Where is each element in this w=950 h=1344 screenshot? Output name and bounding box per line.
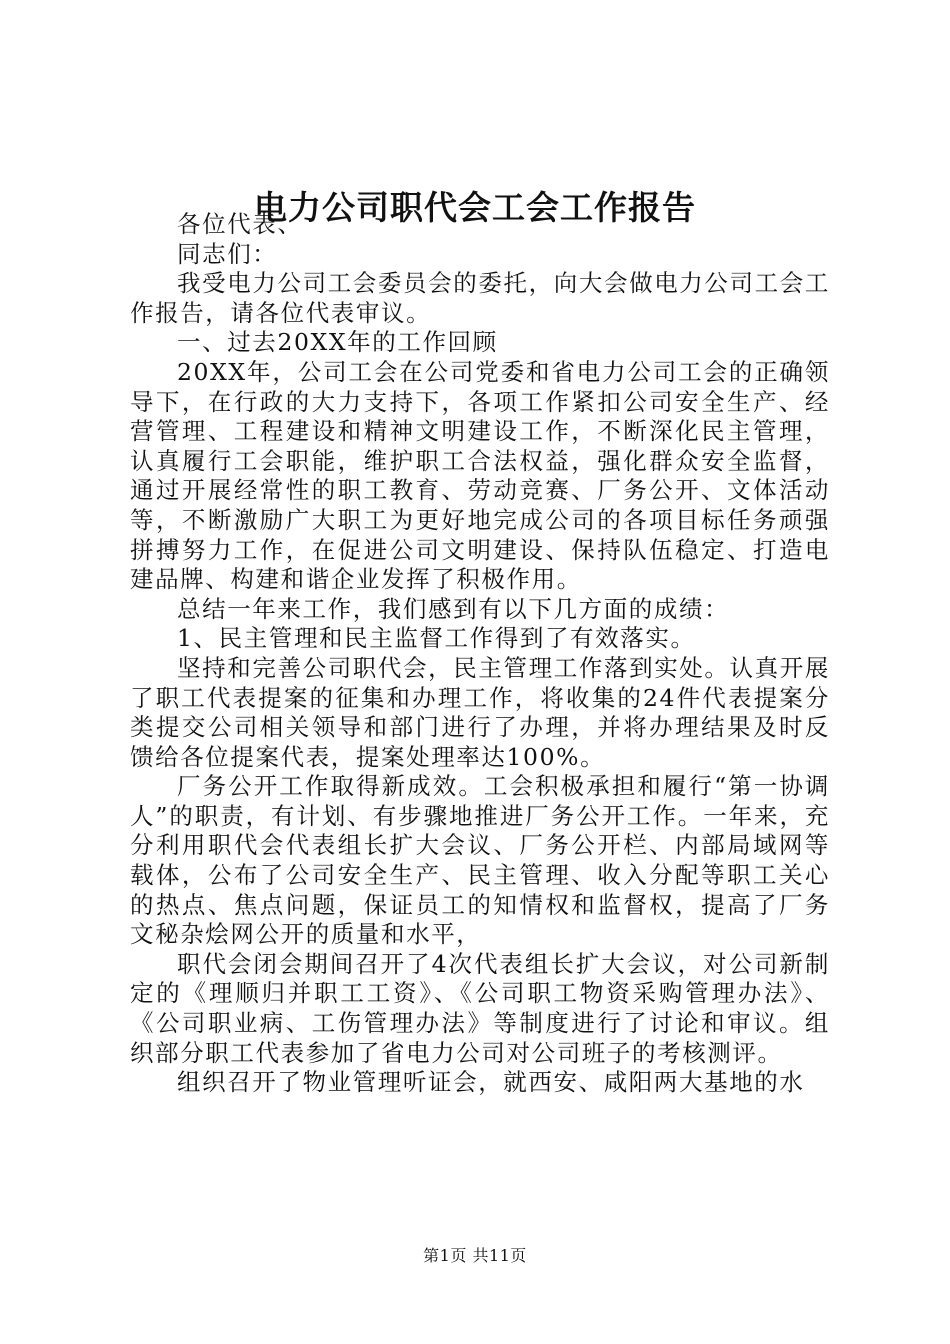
page-number-footer: 第1页 共11页: [423, 1246, 527, 1265]
paragraph: 各位代表、: [177, 210, 303, 238]
paragraph: 组织召开了物业管理听证会，就西安、咸阳两大基地的水: [177, 1068, 805, 1097]
document-body: [130, 210, 830, 1098]
paragraph: 总结一年来工作，我们感到有以下几方面的成绩：: [177, 594, 730, 623]
subsection-heading: 1、民主管理和民主监督工作得到了有效落实。: [177, 624, 696, 653]
paragraph: 同志们：: [177, 239, 278, 268]
document-title: 电力公司职代会工会工作报告: [254, 188, 696, 227]
section-heading: 一、过去20XX年的工作回顾: [177, 328, 498, 357]
paragraph: 坚持和完善公司职代会，民主管理工作落到实处。认真开展了职工代表提案的征集和办理工作，将收集的24件代表提案分类提交公司相关领导和部门进行了办理，并将办理结果及时反馈给各位提案代表，提案处理率达100%。: [130, 653, 830, 771]
paragraph: 我受电力公司工会委员会的委托，向大会做电力公司工会工作报告，请各位代表审议。: [130, 269, 830, 327]
paragraph: 20XX年，公司工会在公司党委和省电力公司工会的正确领导下，在行政的大力支持下，各项工作紧扣公司安全生产、经营管理、工程建设和精神文明建设工作，不断深化民主管理，认真履行工会职能，维护职工合法权益，强化群众安全监督，通过开展经常性的职工教育、劳动竞赛、厂务公开、文体活动等，不断激励广大职工为更好地完成公司的各项目标任务顽强拼搏努力工作，在促进公司文明建设、保持队伍稳定、打造电建品牌、构建和谐企业发挥了积极作用。: [130, 357, 830, 594]
paragraph: 职代会闭会期间召开了4次代表组长扩大会议，对公司新制定的《理顺归并职工工资》、《公司职工物资采购管理办法》、《公司职业病、工伤管理办法》等制度进行了讨论和审议。组织部分职工代表参加了省电力公司对公司班子的考核测评。: [130, 949, 830, 1067]
paragraph: 厂务公开工作取得新成效。工会积极承担和履行“第一协调人”的职责，有计划、有步骤地推进厂务公开工作。一年来，充分利用职代会代表组长扩大会议、厂务公开栏、内部局域网等载体，公布了公司安全生产、民主管理、收入分配等职工关心的热点、焦点问题，保证员工的知情权和监督权，提高了厂务文秘杂烩网公开的质量和水平，: [130, 772, 830, 949]
